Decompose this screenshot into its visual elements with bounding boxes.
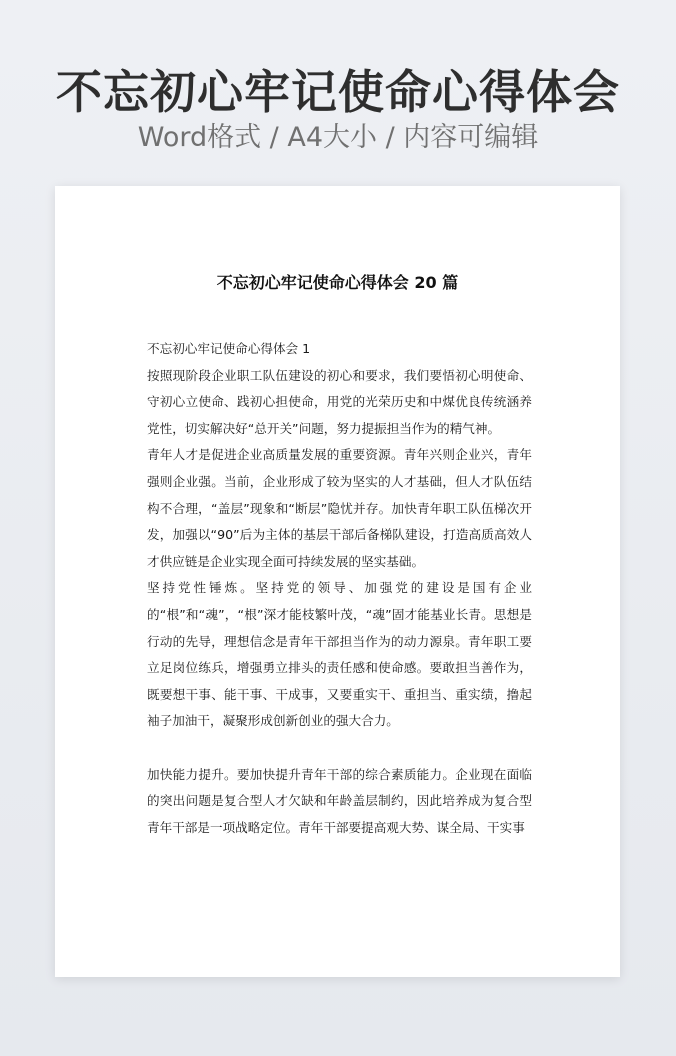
- paragraph-gap: [147, 735, 532, 762]
- paragraph: 按照现阶段企业职工队伍建设的初心和要求，我们要悟初心明使命、守初心立使命、践初心担使命，用党的光荣历史和中煤优良传统涵养党性，切实解决好“总开关”问题，努力提振担当作为的精气神。: [147, 367, 532, 436]
- banner-title: 不忘初心牢记使命心得体会: [56, 65, 620, 119]
- document-body: [147, 336, 532, 841]
- paragraph: 青年人才是促进企业高质量发展的重要资源。青年兴则企业兴，青年强则企业强。当前，企业形成了较为坚实的人才基础，但人才队伍结构不合理，“盖层”现象和“断层”隐忧并存。加快青年职工队伍梯次开发，加强以“90”后为主体的基层干部后备梯队建设，打造高质高效人才供应链是企业实现全面可持续发展的坚实基础。: [147, 447, 532, 569]
- document-heading: 不忘初心牢记使命心得体会 1: [147, 341, 311, 356]
- paragraph: 坚持党性锤炼。坚持党的领导、加强党的建设是国有企业的“根”和“魂”，“根”深才能枝繁叶茂，“魂”固才能基业长青。思想是行动的先导，理想信念是青年干部担当作为的动力源泉。青年职工要立足岗位练兵，增强勇立排头的责任感和使命感。要敢担当善作为，既要想干事、能干事、干成事，又要重实干、重担当、重实绩，撸起袖子加油干，凝聚形成创新创业的强大合力。: [147, 580, 532, 729]
- document-page: [55, 186, 620, 977]
- document-title: 不忘初心牢记使命心得体会 20 篇: [216, 273, 459, 292]
- banner-subtitle: Word格式 / A4大小 / 内容可编辑: [137, 122, 539, 153]
- paragraph: 加快能力提升。要加快提升青年干部的综合素质能力。企业现在面临的突出问题是复合型人才欠缺和年龄盖层制约，因此培养成为复合型青年干部是一项战略定位。青年干部要提高观大势、谋全局、干实事: [147, 766, 532, 835]
